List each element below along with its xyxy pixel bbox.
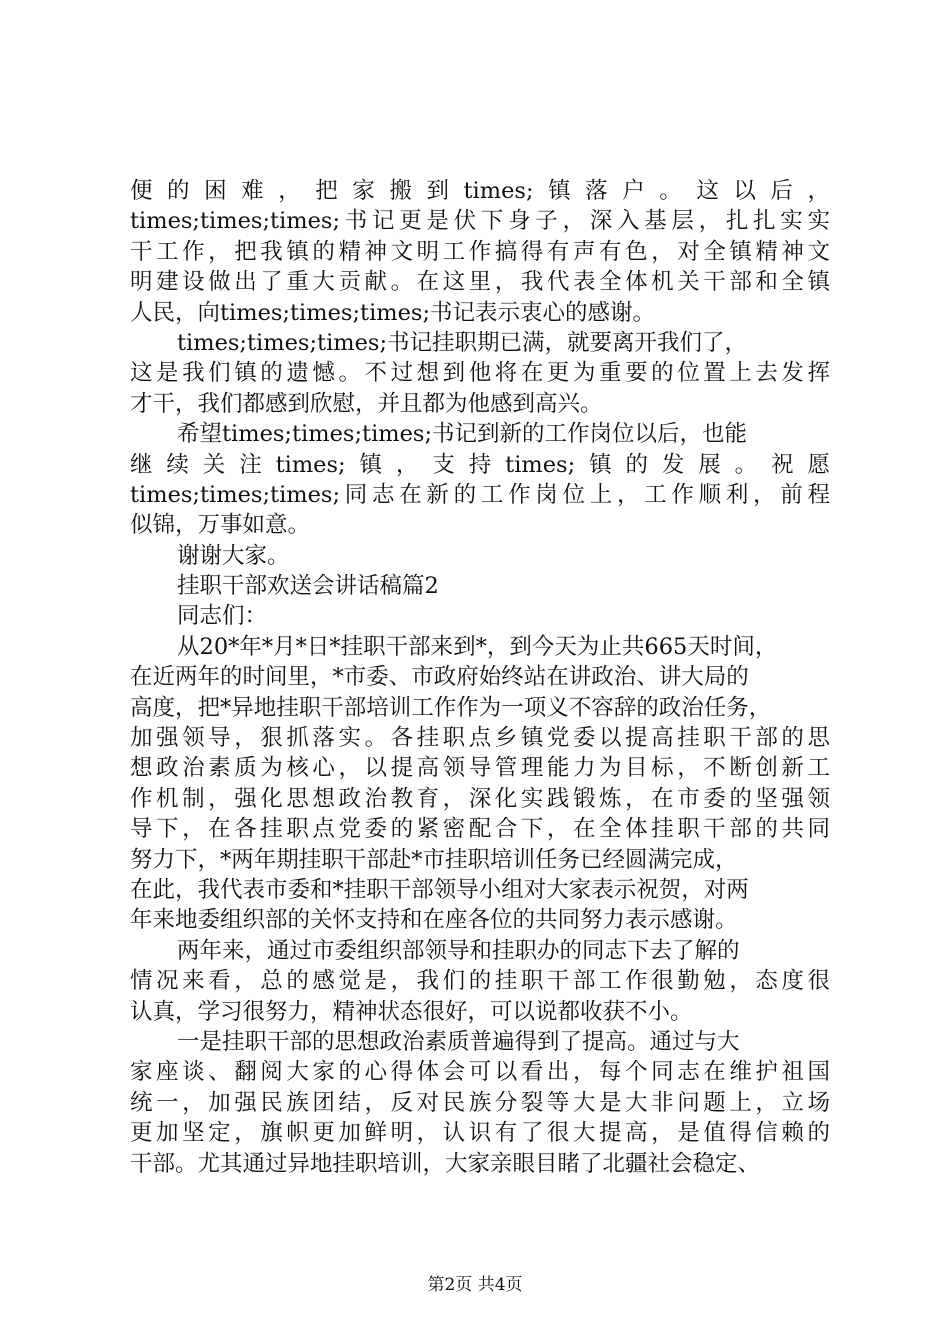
text-line: 明建设做出了重大贡献。在这里，我代表全体机关干部和全镇	[130, 269, 830, 296]
text-line: 在近两年的时间里，*市委、市政府始终站在讲政治、讲大局的	[130, 664, 749, 691]
text-line: 同志们：	[177, 603, 268, 630]
text-line: 加强领导，狠抓落实。各挂职点乡镇党委以提高挂职干部的思	[130, 725, 830, 752]
text-line: 一是挂职干部的思想政治素质普遍得到了提高。通过与大	[177, 1028, 740, 1055]
text-line: 干工作，把我镇的精神文明工作搞得有声有色，对全镇精神文	[130, 238, 830, 265]
text-line: 情况来看，总的感觉是，我们的挂职干部工作很勤勉，态度很	[130, 968, 830, 995]
page-footer: 第2页 共4页	[427, 1275, 523, 1295]
body-text	[130, 176, 830, 1179]
text-line: 努力下，*两年期挂职干部赴*市挂职培训任务已经圆满完成，	[130, 846, 738, 873]
text-line: 年来地委组织部的关怀支持和在座各位的共同努力表示感谢。	[130, 907, 738, 934]
text-line: times;times;times;书记挂职期已满，就要离开我们了，	[177, 329, 748, 356]
text-line: 想政治素质为核心，以提高领导管理能力为目标，不断创新工	[130, 755, 830, 782]
text-line: 两年来，通过市委组织部领导和挂职办的同志下去了解的	[177, 937, 740, 964]
text-line: 才干，我们都感到欣慰，并且都为他感到高兴。	[130, 390, 603, 417]
text-line: 便的困难，把家搬到times;镇落户。这以后，	[130, 178, 830, 204]
text-line: 从20*年*月*日*挂职干部来到*，到今天为止共665天时间，	[177, 633, 778, 660]
text-line: 家座谈、翻阅大家的心得体会可以看出，每个同志在维护祖国	[130, 1059, 830, 1086]
text-line: 干部。尤其通过异地挂职培训，大家亲眼目睹了北疆社会稳定、	[130, 1150, 761, 1177]
text-line: 希望times;times;times;书记到新的工作岗位以后，也能	[177, 421, 748, 448]
text-line: times;times;times;书记更是伏下身子，深入基层，扎扎实实	[130, 208, 830, 235]
text-line: 认真，学习很努力，精神状态很好，可以说都收获不小。	[130, 998, 693, 1025]
text-line: 似锦，万事如意。	[130, 512, 311, 539]
text-line: 人民，向times;times;times;书记表示衷心的感谢。	[130, 299, 656, 326]
text-line: 统一，加强民族团结，反对民族分裂等大是大非问题上，立场	[130, 1089, 830, 1116]
text-line: 高度，把*异地挂职干部培训工作作为一项义不容辞的政治任务，	[130, 694, 772, 721]
text-line: 谢谢大家。	[177, 542, 290, 569]
text-line: 更加坚定，旗帜更加鲜明，认识有了很大提高，是值得信赖的	[130, 1120, 830, 1147]
text-line: 作机制，强化思想政治教育，深化实践锻炼，在市委的坚强领	[130, 785, 830, 812]
section-heading: 挂职干部欢送会讲话稿篇2	[177, 573, 439, 600]
text-line: 在此，我代表市委和*挂职干部领导小组对大家表示祝贺，对两	[130, 876, 749, 903]
text-line: 继续关注times;镇，支持times;镇的发展。祝愿	[130, 451, 830, 478]
text-line: 导下，在各挂职点党委的紧密配合下，在全体挂职干部的共同	[130, 816, 830, 843]
text-line: times;times;times;同志在新的工作岗位上，工作顺利，前程	[130, 481, 830, 508]
text-line: 这是我们镇的遗憾。不过想到他将在更为重要的位置上去发挥	[130, 360, 830, 387]
